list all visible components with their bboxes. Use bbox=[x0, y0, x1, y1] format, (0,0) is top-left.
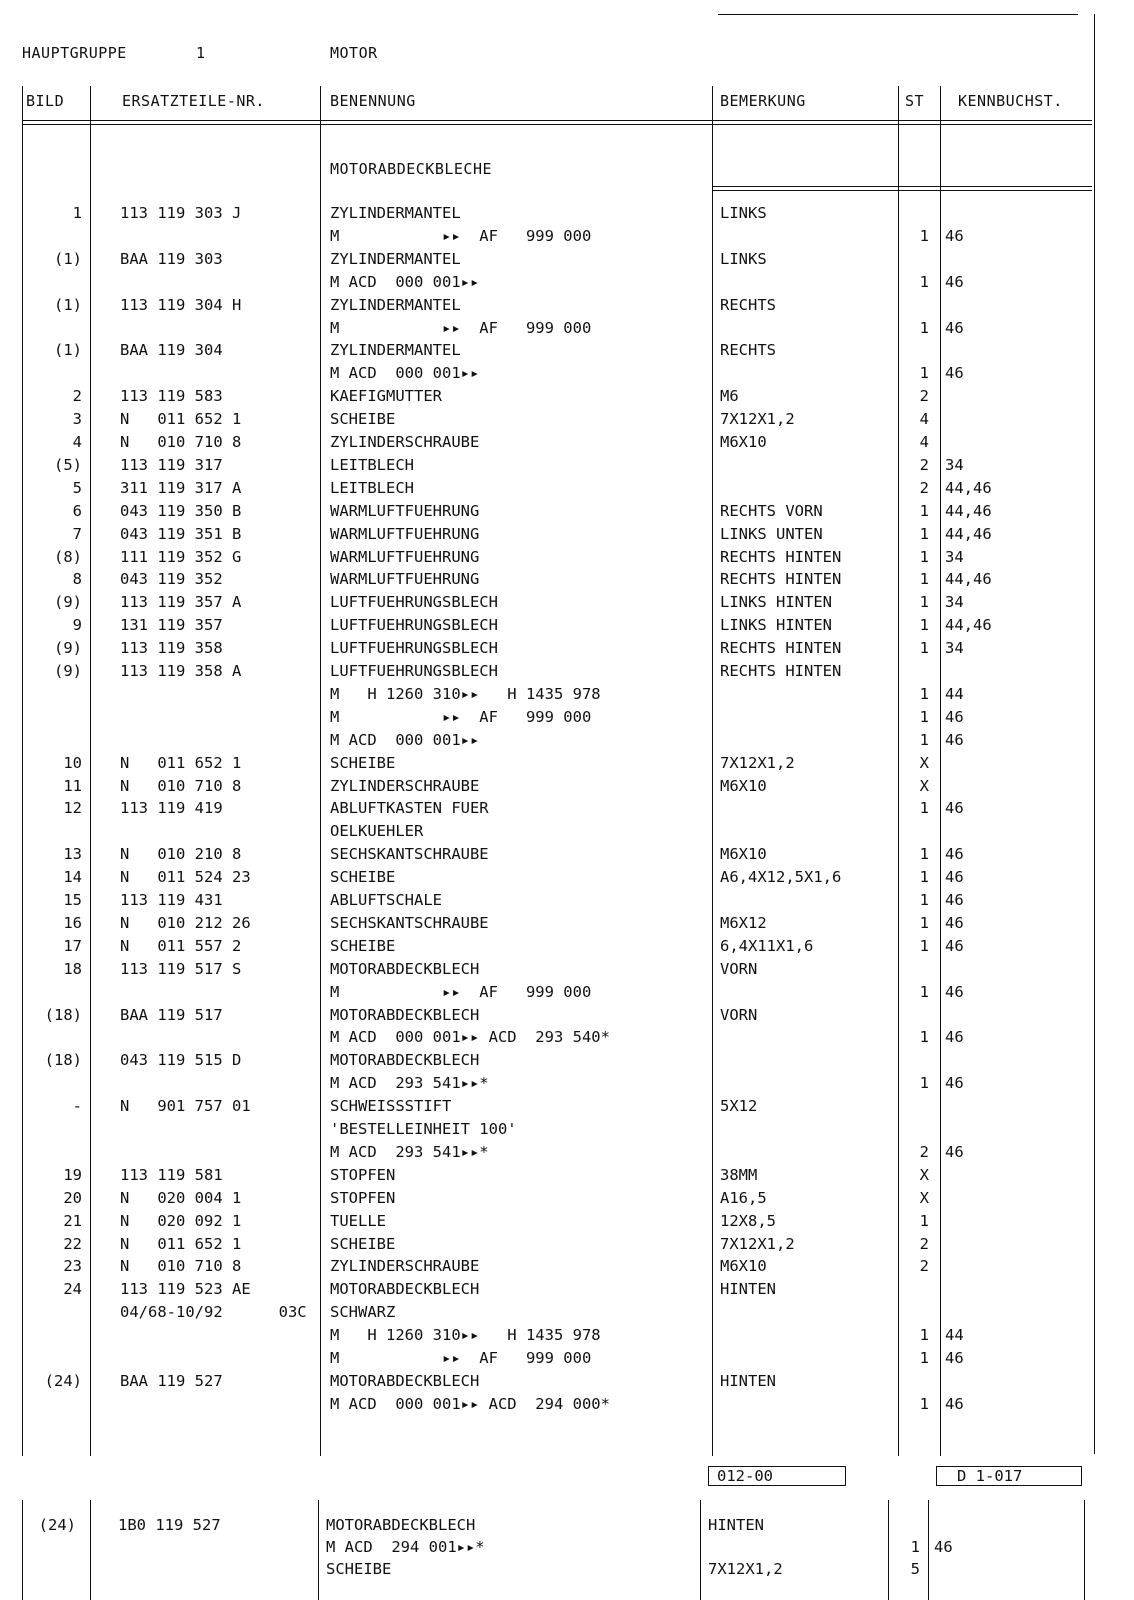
row-description: ZYLINDERMANTEL bbox=[330, 204, 461, 222]
row-code: 46 bbox=[945, 936, 964, 955]
row-quantity: 1 bbox=[919, 868, 929, 887]
row-description: LEITBLECH bbox=[330, 478, 414, 497]
col-header-st: ST bbox=[905, 92, 925, 110]
row-description: M ▸▸ AF 999 000 bbox=[330, 1349, 592, 1367]
next-col-line-bild bbox=[90, 1500, 91, 1600]
col-line-st bbox=[940, 86, 941, 1456]
row-part-number: 04/68-10/92 03C bbox=[120, 1303, 307, 1322]
row-bild: (18) bbox=[44, 1051, 82, 1070]
page-ref: D 1-017 bbox=[957, 1467, 1023, 1485]
row-code: 46 bbox=[945, 982, 964, 1001]
row-part-number: N 901 757 01 bbox=[120, 1097, 251, 1116]
row-description: SCHEIBE bbox=[326, 1560, 392, 1578]
row-code: 34 bbox=[945, 593, 964, 612]
row-remark: RECHTS HINTEN bbox=[720, 570, 842, 589]
col-line-ben bbox=[712, 86, 713, 1456]
row-bild: 7 bbox=[72, 524, 82, 543]
col-header-ben: BENENNUNG bbox=[330, 92, 416, 110]
row-remark: LINKS UNTEN bbox=[720, 524, 823, 543]
row-quantity: 4 bbox=[919, 410, 929, 429]
row-description: SCHEIBE bbox=[330, 936, 396, 955]
next-col-line-left bbox=[22, 1500, 23, 1600]
row-quantity: 1 bbox=[919, 616, 929, 635]
row-bild: 16 bbox=[63, 913, 82, 932]
row-remark: M6X10 bbox=[720, 776, 767, 795]
group-label: HAUPTGRUPPE bbox=[22, 44, 127, 62]
row-bild: 5 bbox=[72, 478, 82, 497]
row-remark: HINTEN bbox=[720, 1280, 776, 1299]
row-bild: 1 bbox=[72, 204, 82, 222]
row-description: ZYLINDERMANTEL bbox=[330, 295, 461, 314]
row-quantity: X bbox=[919, 753, 929, 772]
row-bild: (5) bbox=[54, 455, 82, 474]
row-part-number: 113 119 517 S bbox=[120, 959, 242, 978]
row-description: STOPFEN bbox=[330, 1188, 396, 1207]
row-remark: RECHTS HINTEN bbox=[720, 547, 842, 566]
row-description: WARMLUFTFUEHRUNG bbox=[330, 501, 480, 520]
row-code: 46 bbox=[945, 891, 964, 909]
row-quantity: 2 bbox=[919, 1234, 929, 1253]
group-name: MOTOR bbox=[330, 44, 378, 62]
row-bild: 23 bbox=[63, 1257, 82, 1276]
row-remark: 38MM bbox=[720, 1165, 758, 1184]
row-remark: 5X12 bbox=[720, 1097, 758, 1116]
row-description: WARMLUFTFUEHRUNG bbox=[330, 570, 480, 589]
row-quantity: 1 bbox=[910, 1538, 920, 1556]
row-part-number: 043 119 351 B bbox=[120, 524, 242, 543]
row-remark: M6X10 bbox=[720, 845, 767, 864]
row-remark: M6X10 bbox=[720, 433, 767, 451]
row-quantity: 1 bbox=[919, 1349, 929, 1367]
row-part-number: 1B0 119 527 bbox=[118, 1516, 221, 1534]
row-part-number: N 011 652 1 bbox=[120, 410, 242, 429]
row-description: ZYLINDERSCHRAUBE bbox=[330, 1257, 480, 1276]
row-bild: 17 bbox=[63, 936, 82, 955]
row-part-number: N 011 524 23 bbox=[120, 868, 251, 887]
row-quantity: 1 bbox=[919, 936, 929, 955]
row-bild: 22 bbox=[63, 1234, 82, 1253]
row-part-number: 043 119 350 B bbox=[120, 501, 242, 520]
next-col-line-nr bbox=[318, 1500, 319, 1600]
row-code: 46 bbox=[945, 913, 964, 932]
row-part-number: 113 119 303 J bbox=[120, 204, 242, 222]
row-description: ABLUFTKASTEN FUER bbox=[330, 799, 489, 818]
col-header-bem: BEMERKUNG bbox=[720, 92, 806, 110]
row-quantity: 2 bbox=[919, 1257, 929, 1276]
row-description: LUFTFUEHRUNGSBLECH bbox=[330, 616, 498, 635]
row-remark: 7X12X1,2 bbox=[708, 1560, 783, 1578]
row-quantity: 1 bbox=[919, 730, 929, 749]
row-remark: 7X12X1,2 bbox=[720, 410, 795, 429]
row-remark: 7X12X1,2 bbox=[720, 753, 795, 772]
row-code: 46 bbox=[945, 226, 964, 245]
row-part-number: N 010 710 8 bbox=[120, 776, 242, 795]
row-quantity: 1 bbox=[919, 639, 929, 658]
row-code: 46 bbox=[945, 1028, 964, 1047]
row-quantity: 1 bbox=[919, 318, 929, 337]
row-remark: RECHTS bbox=[720, 341, 776, 360]
row-bild: (9) bbox=[54, 639, 82, 658]
row-description: M ▸▸ AF 999 000 bbox=[330, 707, 592, 726]
row-remark: RECHTS VORN bbox=[720, 501, 823, 520]
row-remark: A6,4X12,5X1,6 bbox=[720, 868, 842, 887]
row-quantity: X bbox=[919, 776, 929, 795]
row-bild: (18) bbox=[44, 1005, 82, 1024]
row-remark: A16,5 bbox=[720, 1188, 767, 1207]
row-description: M ▸▸ AF 999 000 bbox=[330, 982, 592, 1001]
row-description: ZYLINDERSCHRAUBE bbox=[330, 776, 480, 795]
row-quantity: 5 bbox=[910, 1560, 920, 1578]
row-part-number: 113 119 583 bbox=[120, 387, 223, 406]
row-part-number: N 010 212 26 bbox=[120, 913, 251, 932]
row-description: SCHEIBE bbox=[330, 868, 396, 887]
row-quantity: 1 bbox=[919, 1028, 929, 1047]
row-part-number: 111 119 352 G bbox=[120, 547, 242, 566]
row-description: MOTORABDECKBLECH bbox=[330, 1280, 480, 1299]
row-part-number: BAA 119 304 bbox=[120, 341, 223, 360]
row-remark: HINTEN bbox=[708, 1516, 764, 1534]
row-description: M ▸▸ AF 999 000 bbox=[330, 226, 592, 245]
row-quantity: 1 bbox=[919, 524, 929, 543]
row-quantity: 1 bbox=[919, 226, 929, 245]
row-bild: (1) bbox=[54, 295, 82, 314]
row-bild: 18 bbox=[63, 959, 82, 978]
row-part-number: BAA 119 527 bbox=[120, 1371, 223, 1390]
row-bild: (9) bbox=[54, 593, 82, 612]
row-quantity: 1 bbox=[919, 547, 929, 566]
row-quantity: 2 bbox=[919, 478, 929, 497]
row-bild: 14 bbox=[63, 868, 82, 887]
row-description: OELKUEHLER bbox=[330, 822, 424, 841]
row-description: LUFTFUEHRUNGSBLECH bbox=[330, 639, 498, 658]
row-description: SCHWEISSSTIFT bbox=[330, 1097, 452, 1116]
row-code: 46 bbox=[945, 707, 964, 726]
row-code: 46 bbox=[945, 1349, 964, 1367]
row-description: TUELLE bbox=[330, 1211, 386, 1230]
row-quantity: 1 bbox=[919, 684, 929, 703]
row-description: M ACD 000 001▸▸ bbox=[330, 730, 480, 749]
row-code: 46 bbox=[945, 799, 964, 818]
row-description: MOTORABDECKBLECH bbox=[330, 1371, 480, 1390]
page-code-box bbox=[708, 1466, 846, 1486]
row-description: M H 1260 310▸▸ H 1435 978 bbox=[330, 684, 601, 703]
row-part-number: N 011 557 2 bbox=[120, 936, 242, 955]
row-code: 46 bbox=[945, 364, 964, 383]
row-part-number: 113 119 523 AE bbox=[120, 1280, 251, 1299]
row-code: 46 bbox=[945, 272, 964, 291]
row-quantity: 1 bbox=[919, 501, 929, 520]
row-description: SCHEIBE bbox=[330, 410, 396, 429]
row-quantity: 1 bbox=[919, 364, 929, 383]
row-bild: 10 bbox=[63, 753, 82, 772]
row-remark: M6 bbox=[720, 387, 739, 406]
row-description: SCHWARZ bbox=[330, 1303, 396, 1322]
page-ref-box bbox=[936, 1466, 1082, 1486]
col-header-bild: BILD bbox=[26, 92, 65, 110]
row-part-number: 131 119 357 bbox=[120, 616, 223, 635]
next-col-line-ben bbox=[700, 1500, 701, 1600]
row-quantity: 1 bbox=[919, 845, 929, 864]
row-quantity: X bbox=[919, 1188, 929, 1207]
row-description: M ACD 293 541▸▸* bbox=[330, 1142, 489, 1161]
row-code: 44 bbox=[945, 1326, 964, 1345]
row-bild: (24) bbox=[44, 1371, 82, 1390]
row-quantity: X bbox=[919, 1165, 929, 1184]
row-part-number: N 010 710 8 bbox=[120, 1257, 242, 1276]
row-part-number: 113 119 357 A bbox=[120, 593, 242, 612]
row-description: WARMLUFTFUEHRUNG bbox=[330, 524, 480, 543]
row-quantity: 2 bbox=[919, 387, 929, 406]
row-quantity: 1 bbox=[919, 1211, 929, 1230]
row-quantity: 1 bbox=[919, 1394, 929, 1413]
row-description: KAEFIGMUTTER bbox=[330, 387, 442, 406]
col-line-left bbox=[22, 86, 23, 1456]
row-description: M ACD 294 001▸▸* bbox=[326, 1538, 485, 1556]
row-bild: (24) bbox=[38, 1516, 76, 1534]
row-code: 46 bbox=[945, 1142, 964, 1161]
row-quantity: 1 bbox=[919, 1326, 929, 1345]
next-col-line-st bbox=[928, 1500, 929, 1600]
row-bild: (8) bbox=[54, 547, 82, 566]
section-rule-2 bbox=[712, 190, 1092, 191]
row-part-number: 113 119 317 bbox=[120, 455, 223, 474]
group-number: 1 bbox=[196, 44, 206, 62]
row-description: STOPFEN bbox=[330, 1165, 396, 1184]
row-remark: LINKS bbox=[720, 204, 767, 222]
row-part-number: 113 119 581 bbox=[120, 1165, 223, 1184]
row-part-number: N 010 710 8 bbox=[120, 433, 242, 451]
row-description: M ACD 000 001▸▸ bbox=[330, 364, 480, 383]
row-bild: 4 bbox=[72, 433, 82, 451]
row-code: 34 bbox=[945, 639, 964, 658]
header-rule-1 bbox=[22, 120, 1092, 121]
row-code: 46 bbox=[945, 868, 964, 887]
row-quantity: 1 bbox=[919, 913, 929, 932]
col-line-nr bbox=[320, 86, 321, 1456]
row-description: LEITBLECH bbox=[330, 455, 414, 474]
row-part-number: 043 119 352 bbox=[120, 570, 223, 589]
page-code: 012-00 bbox=[717, 1467, 773, 1485]
row-code: 46 bbox=[934, 1538, 953, 1556]
row-remark: 12X8,5 bbox=[720, 1211, 776, 1230]
row-remark: RECHTS HINTEN bbox=[720, 662, 842, 680]
row-quantity: 1 bbox=[919, 799, 929, 818]
row-description: ZYLINDERSCHRAUBE bbox=[330, 433, 480, 451]
row-remark: 7X12X1,2 bbox=[720, 1234, 795, 1253]
row-description: M H 1260 310▸▸ H 1435 978 bbox=[330, 1326, 601, 1345]
row-quantity: 1 bbox=[919, 1074, 929, 1093]
row-quantity: 1 bbox=[919, 891, 929, 909]
row-bild: 6 bbox=[72, 501, 82, 520]
row-description: M ACD 293 541▸▸* bbox=[330, 1074, 489, 1093]
row-part-number: N 011 652 1 bbox=[120, 753, 242, 772]
row-code: 44,46 bbox=[945, 524, 992, 543]
row-part-number: 113 119 358 bbox=[120, 639, 223, 658]
row-part-number: 113 119 304 H bbox=[120, 295, 242, 314]
row-bild: 19 bbox=[63, 1165, 82, 1184]
row-part-number: 113 119 358 A bbox=[120, 662, 242, 680]
row-code: 44,46 bbox=[945, 501, 992, 520]
row-description: ZYLINDERMANTEL bbox=[330, 341, 461, 360]
row-part-number: N 020 004 1 bbox=[120, 1188, 242, 1207]
row-code: 44,46 bbox=[945, 616, 992, 635]
row-quantity: 2 bbox=[919, 455, 929, 474]
row-bild: 13 bbox=[63, 845, 82, 864]
row-code: 46 bbox=[945, 1394, 964, 1413]
row-part-number: 113 119 431 bbox=[120, 891, 223, 909]
row-description: SECHSKANTSCHRAUBE bbox=[330, 913, 489, 932]
row-bild: 11 bbox=[63, 776, 82, 795]
section-title: MOTORABDECKBLECHE bbox=[330, 160, 493, 178]
row-bild: 8 bbox=[72, 570, 82, 589]
row-remark: RECHTS bbox=[720, 295, 776, 314]
section-rule-1 bbox=[712, 186, 1092, 187]
header-rule-2 bbox=[22, 124, 1092, 125]
row-part-number: 113 119 419 bbox=[120, 799, 223, 818]
col-header-nr: ERSATZTEILE-NR. bbox=[122, 92, 265, 110]
row-description: MOTORABDECKBLECH bbox=[330, 1051, 480, 1070]
row-code: 46 bbox=[945, 845, 964, 864]
row-description: M ACD 000 001▸▸ ACD 294 000* bbox=[330, 1394, 610, 1413]
row-remark: LINKS HINTEN bbox=[720, 593, 832, 612]
col-line-bild bbox=[90, 86, 91, 1456]
row-description: SECHSKANTSCHRAUBE bbox=[330, 845, 489, 864]
row-code: 34 bbox=[945, 547, 964, 566]
row-code: 46 bbox=[945, 1074, 964, 1093]
row-description: M ▸▸ AF 999 000 bbox=[330, 318, 592, 337]
row-code: 34 bbox=[945, 455, 964, 474]
row-remark: LINKS HINTEN bbox=[720, 616, 832, 635]
row-code: 46 bbox=[945, 730, 964, 749]
row-quantity: 1 bbox=[919, 707, 929, 726]
row-description: LUFTFUEHRUNGSBLECH bbox=[330, 593, 498, 612]
row-part-number: 311 119 317 A bbox=[120, 478, 242, 497]
row-description: MOTORABDECKBLECH bbox=[330, 959, 480, 978]
row-part-number: N 011 652 1 bbox=[120, 1234, 242, 1253]
row-bild: - bbox=[72, 1097, 82, 1116]
row-remark: VORN bbox=[720, 959, 758, 978]
row-remark: VORN bbox=[720, 1005, 758, 1024]
row-description: SCHEIBE bbox=[330, 753, 396, 772]
row-part-number: BAA 119 303 bbox=[120, 249, 223, 268]
next-col-line-bem bbox=[888, 1500, 889, 1600]
top-rule bbox=[718, 14, 1078, 15]
row-description: MOTORABDECKBLECH bbox=[326, 1516, 476, 1534]
row-remark: M6X12 bbox=[720, 913, 767, 932]
row-description: ABLUFTSCHALE bbox=[330, 891, 442, 909]
row-description: 'BESTELLEINHEIT 100' bbox=[330, 1120, 517, 1138]
row-quantity: 2 bbox=[919, 1142, 929, 1161]
row-code: 44 bbox=[945, 684, 964, 703]
row-bild: (1) bbox=[54, 341, 82, 360]
row-part-number: 043 119 515 D bbox=[120, 1051, 242, 1070]
row-remark: HINTEN bbox=[720, 1371, 776, 1390]
next-col-line-right bbox=[1084, 1500, 1085, 1600]
row-bild: 15 bbox=[63, 891, 82, 909]
row-description: SCHEIBE bbox=[330, 1234, 396, 1253]
row-description: LUFTFUEHRUNGSBLECH bbox=[330, 662, 498, 680]
row-description: M ACD 000 001▸▸ ACD 293 540* bbox=[330, 1028, 610, 1047]
row-quantity: 1 bbox=[919, 272, 929, 291]
row-part-number: N 010 210 8 bbox=[120, 845, 242, 864]
row-description: WARMLUFTFUEHRUNG bbox=[330, 547, 480, 566]
row-bild: 24 bbox=[63, 1280, 82, 1299]
row-bild: 9 bbox=[72, 616, 82, 635]
right-edge-line bbox=[1094, 14, 1095, 1454]
row-part-number: BAA 119 517 bbox=[120, 1005, 223, 1024]
row-bild: 3 bbox=[72, 410, 82, 429]
row-remark: M6X10 bbox=[720, 1257, 767, 1276]
row-description: ZYLINDERMANTEL bbox=[330, 249, 461, 268]
row-part-number: N 020 092 1 bbox=[120, 1211, 242, 1230]
row-bild: 20 bbox=[63, 1188, 82, 1207]
row-remark: RECHTS HINTEN bbox=[720, 639, 842, 658]
row-description: M ACD 000 001▸▸ bbox=[330, 272, 480, 291]
row-quantity: 1 bbox=[919, 593, 929, 612]
row-quantity: 1 bbox=[919, 982, 929, 1001]
row-bild: (9) bbox=[54, 662, 82, 680]
row-code: 44,46 bbox=[945, 570, 992, 589]
row-quantity: 1 bbox=[919, 570, 929, 589]
row-remark: 6,4X11X1,6 bbox=[720, 936, 814, 955]
row-bild: 21 bbox=[63, 1211, 82, 1230]
col-line-bem bbox=[898, 86, 899, 1456]
row-code: 44,46 bbox=[945, 478, 992, 497]
row-code: 46 bbox=[945, 318, 964, 337]
row-bild: 2 bbox=[72, 387, 82, 406]
row-remark: LINKS bbox=[720, 249, 767, 268]
row-quantity: 4 bbox=[919, 433, 929, 451]
row-bild: 12 bbox=[63, 799, 82, 818]
row-bild: (1) bbox=[54, 249, 82, 268]
row-description: MOTORABDECKBLECH bbox=[330, 1005, 480, 1024]
col-header-kb: KENNBUCHST. bbox=[958, 92, 1063, 110]
